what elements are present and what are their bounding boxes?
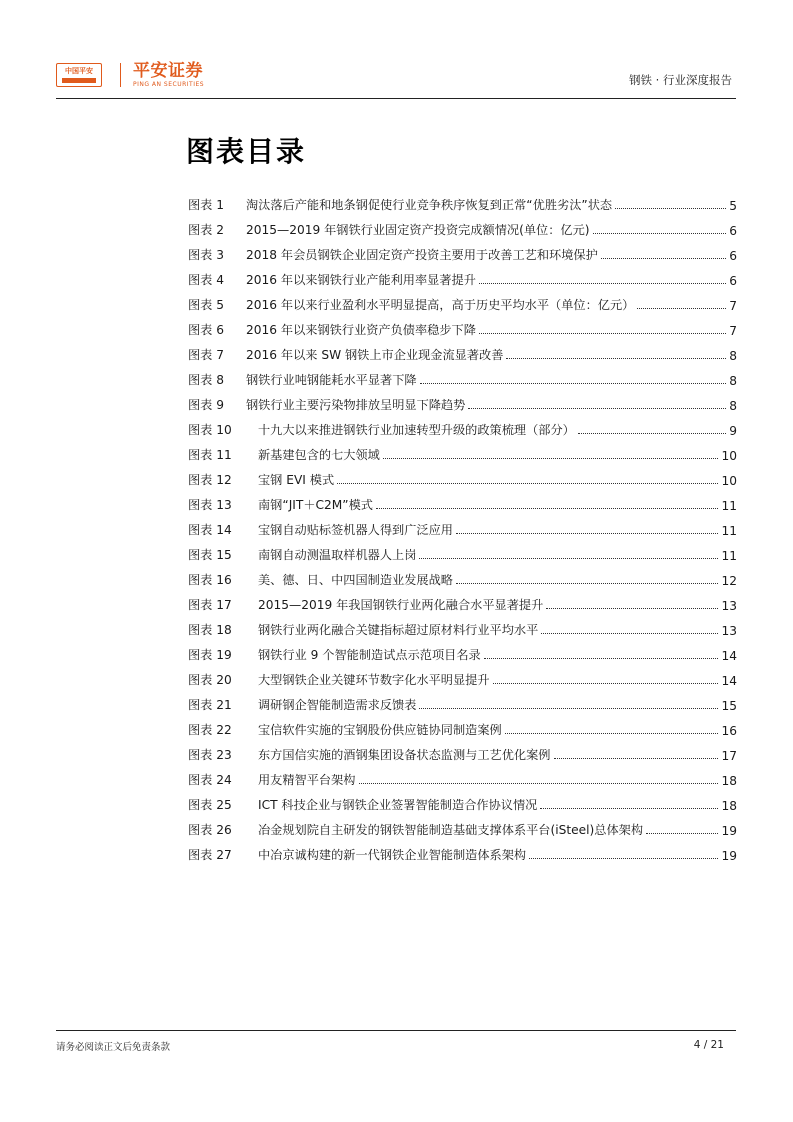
toc-entry-page: 15	[721, 699, 737, 713]
toc-entry-title: 2016 年以来钢铁行业资产负债率稳步下降	[246, 323, 476, 337]
toc-entry-label: 图表 20	[188, 673, 232, 687]
toc-entry-page: 7	[729, 299, 737, 313]
toc-dot-leader	[578, 433, 726, 434]
toc-entry-page: 6	[729, 249, 737, 263]
toc-entry[interactable]	[188, 413, 737, 438]
toc-dot-leader	[493, 683, 719, 684]
toc-entry-title: 用友精智平台架构	[258, 773, 356, 787]
toc-entry[interactable]	[188, 313, 737, 338]
toc-entry-label: 图表 13	[188, 498, 232, 512]
toc-entry-page: 11	[721, 524, 737, 538]
toc-entry-label: 图表 7	[188, 348, 225, 362]
toc-entry-page: 8	[729, 399, 737, 413]
brand-name-cn: 平安证券	[133, 60, 203, 81]
toc-entry-label: 图表 25	[188, 798, 232, 812]
page-number: 4 / 21	[693, 1039, 724, 1051]
toc-entry-title: 淘汰落后产能和地条钢促使行业竞争秩序恢复到正常“优胜劣汰”状态	[246, 198, 613, 212]
toc-entry-page: 14	[721, 649, 737, 663]
toc-dot-leader	[383, 458, 719, 459]
ping-an-badge-logo	[56, 63, 102, 87]
toc-entry-page: 12	[721, 574, 737, 588]
toc-entry-page: 6	[729, 274, 737, 288]
toc-entry[interactable]	[188, 738, 737, 763]
toc-entry-page: 6	[729, 224, 737, 238]
toc-entry[interactable]	[188, 213, 737, 238]
toc-entry-page: 17	[721, 749, 737, 763]
toc-entry-page: 18	[721, 774, 737, 788]
toc-entry[interactable]	[188, 788, 737, 813]
toc-dot-leader	[554, 758, 719, 759]
toc-entry-label: 图表 17	[188, 598, 232, 612]
toc-dot-leader	[337, 483, 718, 484]
brand-name-en: PING AN SECURITIES	[133, 80, 205, 88]
toc-dot-leader	[479, 333, 726, 334]
toc-entry-label: 图表 6	[188, 323, 225, 337]
toc-entry-label: 图表 18	[188, 623, 232, 637]
toc-dot-leader	[601, 258, 726, 259]
toc-entry-page: 10	[721, 474, 737, 488]
toc-entry-title: 钢铁行业两化融合关键指标超过原材料行业平均水平	[258, 623, 539, 637]
toc-entry-page: 8	[729, 349, 737, 363]
toc-entry-title: 南钢自动测温取样机器人上岗	[258, 548, 417, 562]
toc-entry-title: 2016 年以来钢铁行业产能利用率显著提升	[246, 273, 476, 287]
disclaimer-note: 请务必阅读正文后免责条款	[56, 1042, 171, 1053]
toc-entry-title: 2016 年以来 SW 钢铁上市企业现金流显著改善	[246, 348, 504, 362]
toc-entry-title: 新基建包含的七大领域	[258, 448, 380, 462]
toc-entry-page: 13	[721, 599, 737, 613]
toc-entry-title: 2018 年会员钢铁企业固定资产投资主要用于改善工艺和环境保护	[246, 248, 598, 262]
toc-dot-leader	[593, 233, 727, 234]
toc-entry-title: 2015—2019 年我国钢铁行业两化融合水平显著提升	[258, 598, 544, 612]
toc-entry-page: 5	[729, 199, 737, 213]
toc-entry[interactable]	[188, 263, 737, 288]
page-header	[56, 58, 736, 99]
toc-dot-leader	[615, 208, 726, 209]
toc-entry[interactable]	[188, 238, 737, 263]
toc-entry-page: 13	[721, 624, 737, 638]
toc-dot-leader	[420, 383, 727, 384]
toc-dot-leader	[546, 608, 718, 609]
toc-entry[interactable]	[188, 563, 737, 588]
toc-entry-label: 图表 12	[188, 473, 232, 487]
toc-entry[interactable]	[188, 388, 737, 413]
toc-dot-leader	[646, 833, 718, 834]
toc-entry-title: ICT 科技企业与钢铁企业签署智能制造合作协议情况	[258, 798, 538, 812]
toc-entry[interactable]	[188, 288, 737, 313]
toc-entry-label: 图表 8	[188, 373, 225, 387]
toc-entry-page: 11	[721, 549, 737, 563]
toc-entry-page: 7	[729, 324, 737, 338]
toc-dot-leader	[637, 308, 726, 309]
toc-dot-leader	[484, 658, 719, 659]
toc-entry[interactable]	[188, 838, 737, 863]
toc-dot-leader	[456, 583, 718, 584]
toc-entry-page: 11	[721, 499, 737, 513]
toc-entry[interactable]	[188, 338, 737, 363]
toc-entry-label: 图表 21	[188, 698, 232, 712]
toc-entry-title: 钢铁行业 9 个智能制造试点示范项目名录	[258, 648, 481, 662]
toc-entry[interactable]	[188, 663, 737, 688]
toc-entry-title: 钢铁行业吨钢能耗水平显著下降	[246, 373, 417, 387]
toc-entry-title: 十九大以来推进钢铁行业加速转型升级的政策梳理（部分）	[258, 423, 575, 437]
toc-entry-title: 美、德、日、中四国制造业发展战略	[258, 573, 453, 587]
toc-entry[interactable]	[188, 763, 737, 788]
toc-entry[interactable]	[188, 688, 737, 713]
toc-dot-leader	[505, 733, 719, 734]
badge-text: 中国平安	[65, 67, 93, 75]
toc-entry-page: 19	[721, 849, 737, 863]
toc-dot-leader	[541, 633, 718, 634]
toc-entry[interactable]	[188, 588, 737, 613]
toc-entry-title: 大型钢铁企业关键环节数字化水平明显提升	[258, 673, 490, 687]
toc-entry-page: 10	[721, 449, 737, 463]
toc-entry[interactable]	[188, 538, 737, 563]
toc-entry-label: 图表 9	[188, 398, 225, 412]
toc-entry-label: 图表 11	[188, 448, 232, 462]
toc-dot-leader	[419, 708, 718, 709]
toc-entry-title: 宝信软件实施的宝钢股份供应链协同制造案例	[258, 723, 502, 737]
toc-entry-label: 图表 24	[188, 773, 232, 787]
toc-entry-page: 18	[721, 799, 737, 813]
toc-dot-leader	[419, 558, 718, 559]
company-logo	[56, 62, 204, 88]
toc-entry-label: 图表 16	[188, 573, 232, 587]
toc-dot-leader	[376, 508, 719, 509]
toc-entry-title: 宝钢 EVI 模式	[258, 473, 335, 487]
toc-entry[interactable]	[188, 638, 737, 663]
toc-entry-title: 2015—2019 年钢铁行业固定资产投资完成额情况(单位：亿元)	[246, 223, 590, 237]
toc-entry-label: 图表 27	[188, 848, 232, 862]
badge-stripe	[62, 78, 96, 83]
toc-entry-label: 图表 2	[188, 223, 225, 237]
toc-entry-label: 图表 26	[188, 823, 232, 837]
toc-entry-label: 图表 1	[188, 198, 225, 212]
toc-dot-leader	[506, 358, 726, 359]
toc-entry-label: 图表 19	[188, 648, 232, 662]
toc-entry-label: 图表 22	[188, 723, 232, 737]
toc-entry[interactable]	[188, 513, 737, 538]
toc-entry-title: 调研钢企智能制造需求反馈表	[258, 698, 417, 712]
toc-entry[interactable]	[188, 363, 737, 388]
toc-entry-title: 东方国信实施的酒钢集团设备状态监测与工艺优化案例	[258, 748, 551, 762]
toc-entry[interactable]	[188, 438, 737, 463]
page-title: 图表目录	[186, 135, 307, 168]
toc-dot-leader	[456, 533, 718, 534]
toc-dot-leader	[479, 283, 726, 284]
toc-entry-label: 图表 5	[188, 298, 225, 312]
brand-name	[133, 62, 204, 89]
toc-entry-title: 南钢“JIT＋C2M”模式	[258, 498, 373, 512]
toc-entry-label: 图表 23	[188, 748, 232, 762]
toc-entry[interactable]	[188, 813, 737, 838]
toc-entry-title: 2016 年以来行业盈利水平明显提高，高于历史平均水平（单位：亿元）	[246, 298, 635, 312]
toc-entry[interactable]	[188, 488, 737, 513]
toc-dot-leader	[468, 408, 726, 409]
toc-entry-title: 宝钢自动贴标签机器人得到广泛应用	[258, 523, 453, 537]
toc-entry-page: 9	[729, 424, 737, 438]
figure-index-list	[188, 188, 737, 863]
toc-entry-label: 图表 15	[188, 548, 232, 562]
toc-dot-leader	[359, 783, 719, 784]
logo-divider	[120, 63, 121, 87]
report-type: 钢铁 · 行业深度报告	[629, 73, 732, 87]
toc-entry-page: 14	[721, 674, 737, 688]
toc-entry-label: 图表 14	[188, 523, 232, 537]
toc-entry-label: 图表 4	[188, 273, 225, 287]
toc-entry-page: 19	[721, 824, 737, 838]
toc-entry-title: 冶金规划院自主研发的钢铁智能制造基础支撑体系平台(iSteel)总体架构	[258, 823, 644, 837]
toc-entry[interactable]	[188, 613, 737, 638]
toc-entry[interactable]	[188, 188, 737, 213]
toc-entry[interactable]	[188, 463, 737, 488]
page-footer	[56, 1030, 736, 1061]
toc-entry-title: 中冶京诚构建的新一代钢铁企业智能制造体系架构	[258, 848, 527, 862]
toc-dot-leader	[529, 858, 718, 859]
toc-entry-page: 16	[721, 724, 737, 738]
toc-entry-title: 钢铁行业主要污染物排放呈明显下降趋势	[246, 398, 466, 412]
toc-dot-leader	[540, 808, 718, 809]
toc-entry[interactable]	[188, 713, 737, 738]
toc-entry-page: 8	[729, 374, 737, 388]
toc-entry-label: 图表 3	[188, 248, 225, 262]
toc-entry-label: 图表 10	[188, 423, 232, 437]
